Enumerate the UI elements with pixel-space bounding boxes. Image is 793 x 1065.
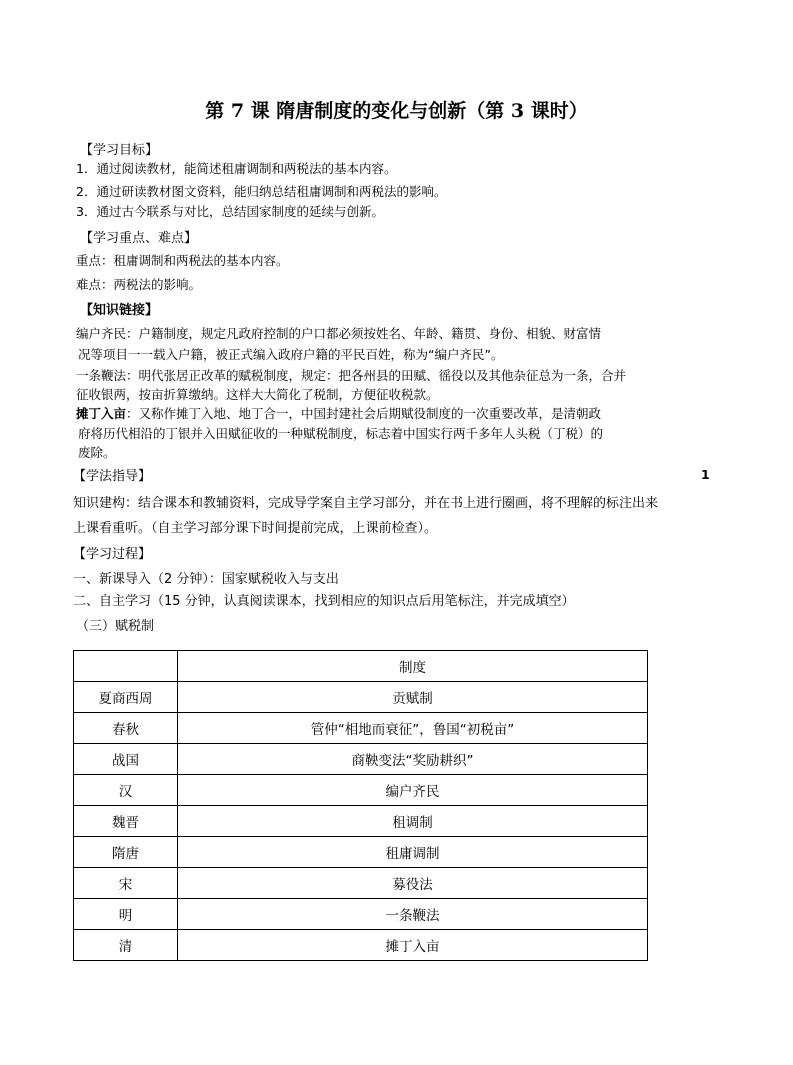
table-cell-system: 商鞅变法“奖励耕织” bbox=[178, 744, 648, 775]
page-title: 第 7 课 隋唐制度的变化与创新（第 3 课时） bbox=[205, 100, 588, 122]
table-cell-system: 编户齐民 bbox=[178, 775, 648, 806]
knowledge-tanding-line3: 废除。 bbox=[78, 445, 116, 460]
table-row bbox=[74, 682, 648, 713]
goals-heading: 【学习目标】 bbox=[80, 143, 159, 158]
knowledge-tanding-line2: 府将历代相沿的丁银并入田赋征收的一种赋税制度，标志着中国实行两千多年人头税（丁税）的 bbox=[78, 426, 604, 441]
table-cell-system: 租庸调制 bbox=[178, 837, 648, 868]
table-cell-era: 魏晋 bbox=[74, 806, 178, 837]
table-row bbox=[74, 806, 648, 837]
goal-item-3: 3．通过古今联系与对比，总结国家制度的延续与创新。 bbox=[76, 204, 384, 219]
table-row bbox=[74, 744, 648, 775]
process-sub: （三）赋税制 bbox=[76, 619, 155, 634]
tanding-term: 摊丁入亩 bbox=[76, 406, 127, 421]
table-cell-era: 清 bbox=[74, 930, 178, 961]
method-line1: 知识建构：结合课本和教辅资料，完成导学案自主学习部分，并在书上进行圈画，将不理解的标注出来 bbox=[73, 496, 659, 511]
process-heading: 【学习过程】 bbox=[73, 547, 152, 562]
table-cell-era: 春秋 bbox=[74, 713, 178, 744]
table-cell-era: 明 bbox=[74, 899, 178, 930]
table-header-row bbox=[74, 651, 648, 682]
knowledge-tanding-line1: 摊丁入亩：又称作摊丁入地、地丁合一，中国封建社会后期赋役制度的一次重要改革，是清朝政 bbox=[76, 406, 602, 421]
process-step1: 一、新课导入（2 分钟）：国家赋税收入与支出 bbox=[73, 572, 339, 587]
page-number: 1 bbox=[701, 467, 710, 482]
table-row bbox=[74, 930, 648, 961]
method-heading: 【学法指导】 bbox=[73, 469, 152, 484]
table-cell-era: 宋 bbox=[74, 868, 178, 899]
table-row bbox=[74, 775, 648, 806]
goal-item-2: 2．通过研读教材图文资料，能归纳总结租庸调制和两税法的影响。 bbox=[76, 184, 447, 199]
table-cell-system: 摊丁入亩 bbox=[178, 930, 648, 961]
process-step2: 二、自主学习（15 分钟，认真阅读课本，找到相应的知识点后用笔标注，并完成填空） bbox=[73, 594, 575, 609]
table-cell-system: 管仲“相地而衰征”，鲁国“初税亩” bbox=[178, 713, 648, 744]
table-row bbox=[74, 868, 648, 899]
table-cell-era: 战国 bbox=[74, 744, 178, 775]
tax-system-table bbox=[73, 650, 648, 961]
keypoint-zhong: 重点：租庸调制和两税法的基本内容。 bbox=[76, 253, 289, 268]
knowledge-tiaobian-line2: 征收银两，按亩折算缴纳。这样大大简化了税制，方便征收税款。 bbox=[76, 387, 439, 402]
table-row bbox=[74, 899, 648, 930]
table-cell-system: 募役法 bbox=[178, 868, 648, 899]
knowledge-tiaobian-line1: 一条鞭法：明代张居正改革的赋税制度，规定：把各州县的田赋、徭役以及其他杂征总为一条，合并 bbox=[76, 368, 627, 383]
table-cell-system: 租调制 bbox=[178, 806, 648, 837]
knowledge-bianhu-line2: 况等项目一一载入户籍，被正式编入政府户籍的平民百姓，称为“编户齐民”。 bbox=[78, 347, 504, 362]
knowledge-bianhu-line1: 编户齐民：户籍制度，规定凡政府控制的户口都必须按姓名、年龄、籍贯、身份、相貌、财富情 bbox=[76, 326, 602, 341]
table-row bbox=[74, 713, 648, 744]
method-line2: 上课看重听。（自主学习部分课下时间提前完成，上课前检查）。 bbox=[73, 521, 438, 536]
keypoint-nan: 难点：两税法的影响。 bbox=[76, 277, 202, 292]
table-row bbox=[74, 837, 648, 868]
table-cell-era: 汉 bbox=[74, 775, 178, 806]
table-cell-system: 一条鞭法 bbox=[178, 899, 648, 930]
keypoints-heading: 【学习重点、难点】 bbox=[80, 231, 198, 246]
goal-item-1: 1．通过阅读教材，能简述租庸调制和两税法的基本内容。 bbox=[76, 161, 397, 176]
table-cell-system: 贡赋制 bbox=[178, 682, 648, 713]
table-cell-era: 夏商西周 bbox=[74, 682, 178, 713]
table-cell-era: 隋唐 bbox=[74, 837, 178, 868]
table-header-cell: 制度 bbox=[178, 651, 648, 682]
table-header-cell bbox=[74, 651, 178, 682]
knowledge-heading: 【知识链接】 bbox=[80, 303, 159, 318]
